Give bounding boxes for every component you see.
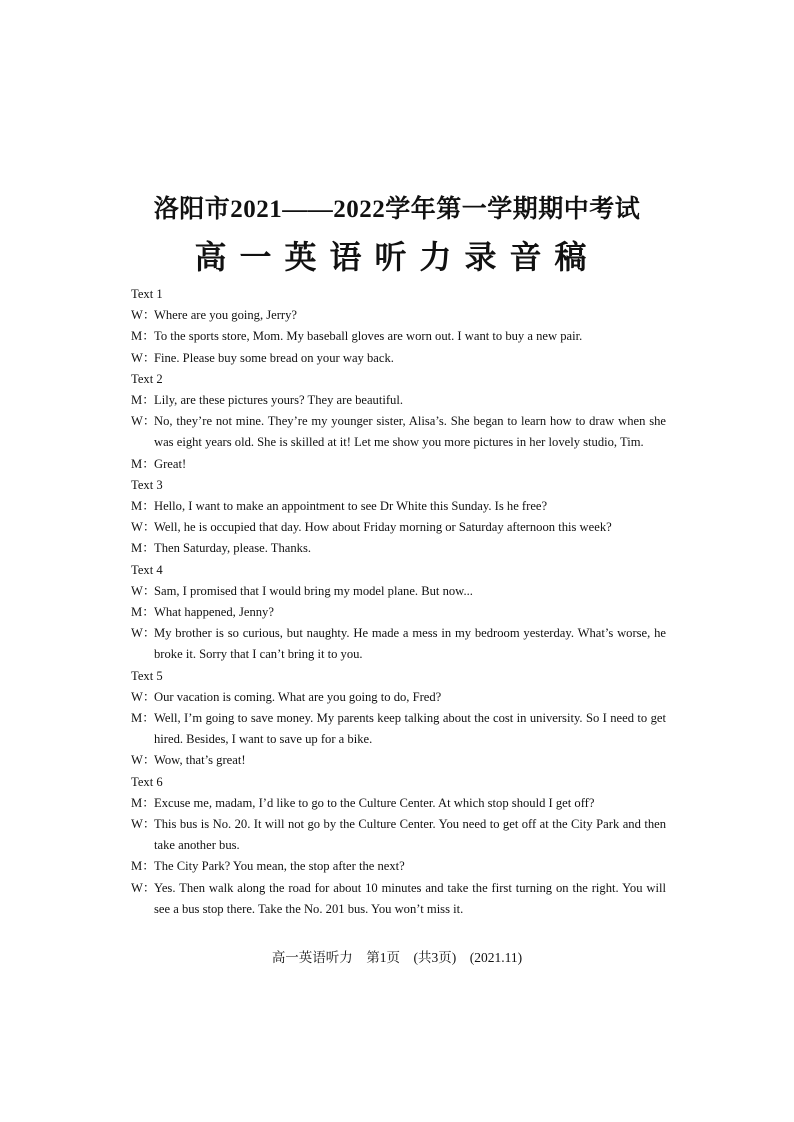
section-label: Text 3 (131, 477, 163, 492)
speaker-label: W： (131, 414, 156, 429)
speaker-label: M： (131, 710, 155, 725)
dialogue-line (131, 348, 666, 369)
dialogue-line (131, 687, 666, 708)
speaker-label: M： (131, 456, 155, 471)
section-label: Text 4 (131, 562, 163, 577)
dialogue-line (131, 623, 666, 665)
dialogue-line (131, 878, 666, 920)
dialogue-line (131, 581, 666, 602)
dialogue-line (131, 856, 666, 877)
dialogue-line (131, 793, 666, 814)
speaker-label: M： (131, 604, 155, 619)
dialogue-text: Lily, are these pictures yours? They are beautiful. (154, 392, 403, 407)
dialogue-text: To the sports store, Mom. My baseball gloves are worn out. I want to buy a new pair. (154, 329, 583, 344)
transcript-body (131, 284, 666, 920)
dialogue-text: Wow, that’s great! (154, 753, 246, 768)
dialogue-text: Yes. Then walk along the road for about 10 minutes and take the first turning on the right. You will see a bus stop there. Take the No. 201 bus. You won’t miss it. (154, 880, 666, 916)
dialogue-text: Where are you going, Jerry? (154, 308, 298, 323)
speaker-label: M： (131, 498, 155, 513)
section-label: Text 1 (131, 287, 163, 301)
page-footer: 高一英语听力 第1页 (共3页) (2021.11) (271, 950, 523, 965)
dialogue-text: My brother is so curious, but naughty. He made a mess in my bedroom yesterday. What’s worse, he broke it. Sorry that I can’t bring it to you. (154, 626, 666, 662)
dialogue-text: No, they’re not mine. They’re my younger sister, Alisa’s. She began to learn how to draw when she was eight years old. She is skilled at it! Let me show you more pictures in her lovely studio, Tim. (154, 414, 666, 450)
dialogue-text: What happened, Jenny? (154, 604, 274, 619)
dialogue-line (131, 305, 666, 326)
text-section (131, 369, 666, 475)
speaker-label: W： (131, 350, 156, 365)
dialogue-text: Our vacation is coming. What are you going to do, Fred? (154, 689, 442, 704)
dialogue-line (131, 517, 666, 538)
dialogue-text: This bus is No. 20. It will not go by the Culture Center. You need to get off at the City Park and then take another bus. (154, 816, 666, 853)
dialogue-text: The City Park? You mean, the stop after the next? (154, 859, 405, 874)
document-title: 高一英语听力录音稿 (194, 239, 600, 275)
dialogue-line (131, 814, 666, 856)
dialogue-line (131, 496, 666, 517)
text-section (131, 560, 666, 666)
dialogue-text: Well, he is occupied that day. How about Friday morning or Saturday afternoon this week? (154, 520, 612, 535)
dialogue-text: Then Saturday, please. Thanks. (154, 541, 312, 556)
speaker-label: M： (131, 392, 155, 407)
section-label: Text 2 (131, 371, 163, 386)
dialogue-line (131, 454, 666, 475)
speaker-label: W： (131, 816, 156, 831)
dialogue-line (131, 708, 666, 750)
speaker-label: W： (131, 308, 156, 323)
dialogue-text: Fine. Please buy some bread on your way back. (154, 350, 394, 365)
dialogue-line (131, 390, 666, 411)
dialogue-line (131, 750, 666, 771)
dialogue-line (131, 326, 666, 347)
dialogue-line (131, 411, 666, 453)
dialogue-text: Sam, I promised that I would bring my model plane. But now... (154, 583, 473, 598)
dialogue-text: Excuse me, madam, I’d like to go to the Culture Center. At which stop should I get off? (154, 795, 595, 810)
text-section (131, 475, 666, 560)
dialogue-text: Well, I’m going to save money. My parents keep talking about the cost in university. So I need to get hired. Besides, I want to save up for a bike. (154, 710, 666, 747)
speaker-label: W： (131, 520, 156, 535)
speaker-label: M： (131, 859, 155, 874)
speaker-label: M： (131, 795, 155, 810)
dialogue-text: Great! (154, 456, 187, 471)
text-section (131, 666, 666, 772)
speaker-label: W： (131, 753, 156, 768)
speaker-label: W： (131, 689, 156, 704)
exam-title: 洛阳市2021——2022学年第一学期期中考试 (153, 196, 641, 223)
speaker-label: W： (131, 583, 156, 598)
speaker-label: W： (131, 626, 156, 641)
speaker-label: W： (131, 880, 156, 895)
speaker-label: M： (131, 329, 155, 344)
dialogue-line (131, 602, 666, 623)
text-section (131, 284, 666, 369)
section-label: Text 6 (131, 774, 163, 789)
text-section (131, 772, 666, 920)
dialogue-text: Hello, I want to make an appointment to see Dr White this Sunday. Is he free? (154, 498, 548, 513)
speaker-label: M： (131, 541, 155, 556)
dialogue-line (131, 538, 666, 559)
section-label: Text 5 (131, 668, 163, 683)
